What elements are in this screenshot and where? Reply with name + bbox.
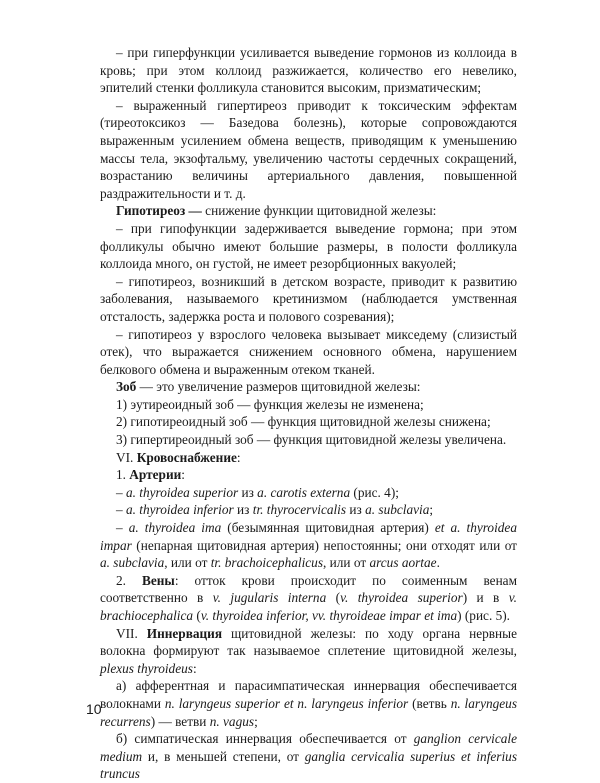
paragraph-myxedema: – гипотиреоз у взрослого человека вызывает микседему (слизистый отек), что выражается снижением основного обмена, нарушением белкового обмена и выраженным отеком тканей.: [100, 326, 517, 377]
section-heading-innervation: VII. Иннервация щитовидной железы: по ходу органа нервные волокна формируют так называемое сплетение щитовидной железы, plexus thyroideus:: [100, 625, 517, 676]
paragraph-goiter-def: Зоб — это увеличение размеров щитовидной железы:: [116, 379, 421, 395]
paragraph-hyperfunction: – при гиперфункции усиливается выведение гормонов из коллоида в кровь; при этом коллоид разжижается, количество его невелико, эпителий стенки фолликула становится высоким, призматическим;: [100, 45, 517, 96]
paragraph-hypofunction: – при гипофункции задерживается выведение гормона; при этом фолликулы обычно имеют большие размеры, в полости фолликула коллоида много, он густой, не имеет резорбционных вакуолей;: [100, 220, 517, 272]
paragraph-hyperthyroidism: – выраженный гипертиреоз приводит к токсическим эффектам (тиреотоксикоз — Базедова болезнь), которые сопровождаются выраженным усилением обмена веществ, приводящим к уменьшению массы тела, экзофтальму, увеличению частоты сердечных сокращений, возрастанию величины артериального давления, повышенной раздражительности и т. д.: [100, 97, 517, 201]
paragraph-cretinism: – гипотиреоз, возникший в детском возрасте, приводит к развитию заболевания, называемого кретинизмом (наблюдается умственная отсталость, задержка роста и полового созревания);: [100, 273, 517, 324]
term-hypothyroidism: Гипотиреоз —: [116, 203, 202, 219]
goiter-item: 3) гипертиреоидный зоб — функция щитовидной железы увеличена.: [116, 432, 507, 448]
term-goiter: Зоб: [116, 379, 137, 395]
page-number: 10: [86, 701, 102, 717]
page-body: [100, 44, 517, 783]
artery-item: – a. thyroidea ima (безымянная щитовидная артерия) et a. thyroidea impar (непарная щитовидная артерия) непостоянны; они отходят или от a. subclavia, или от tr. brachoicephalicus, или от arcus aortae.: [100, 520, 517, 571]
subheading-arteries: 1. Артерии:: [116, 467, 185, 483]
paragraph-innervation-a: а) афферентная и парасимпатическая иннервация обеспечивается волокнами n. laryngeus superior et n. laryngeus inferior (ветвь n. laryngeus recurrens) — ветви n. vagus;: [100, 678, 517, 729]
artery-item: – a. thyroidea inferior из tr. thyrocervicalis из a. subclavia;: [116, 502, 434, 518]
paragraph-hypothyroidism-def: Гипотиреоз — снижение функции щитовидной железы:: [116, 203, 437, 219]
goiter-item: 2) гипотиреоидный зоб — функция щитовидной железы снижена;: [116, 414, 491, 430]
paragraph-innervation-b: б) симпатическая иннервация обеспечивается от ganglion cervicale medium и, в меньшей степени, от ganglia cervicalia superius et inferius truncus: [100, 731, 517, 782]
artery-item: – a. thyroidea superior из a. carotis externa (рис. 4);: [116, 484, 399, 500]
goiter-item: 1) эутиреоидный зоб — функция железы не изменена;: [116, 396, 424, 412]
section-heading-blood-supply: VI. Кровоснабжение:: [116, 449, 241, 465]
paragraph-veins: 2. Вены: отток крови происходит по соименным венам соответственно в v. jugularis interna (v. thyroidea superior) и в v. brachiocephalica (v. thyroidea inferior, vv. thyroideae impar et ima) (рис. 5).: [100, 572, 518, 623]
